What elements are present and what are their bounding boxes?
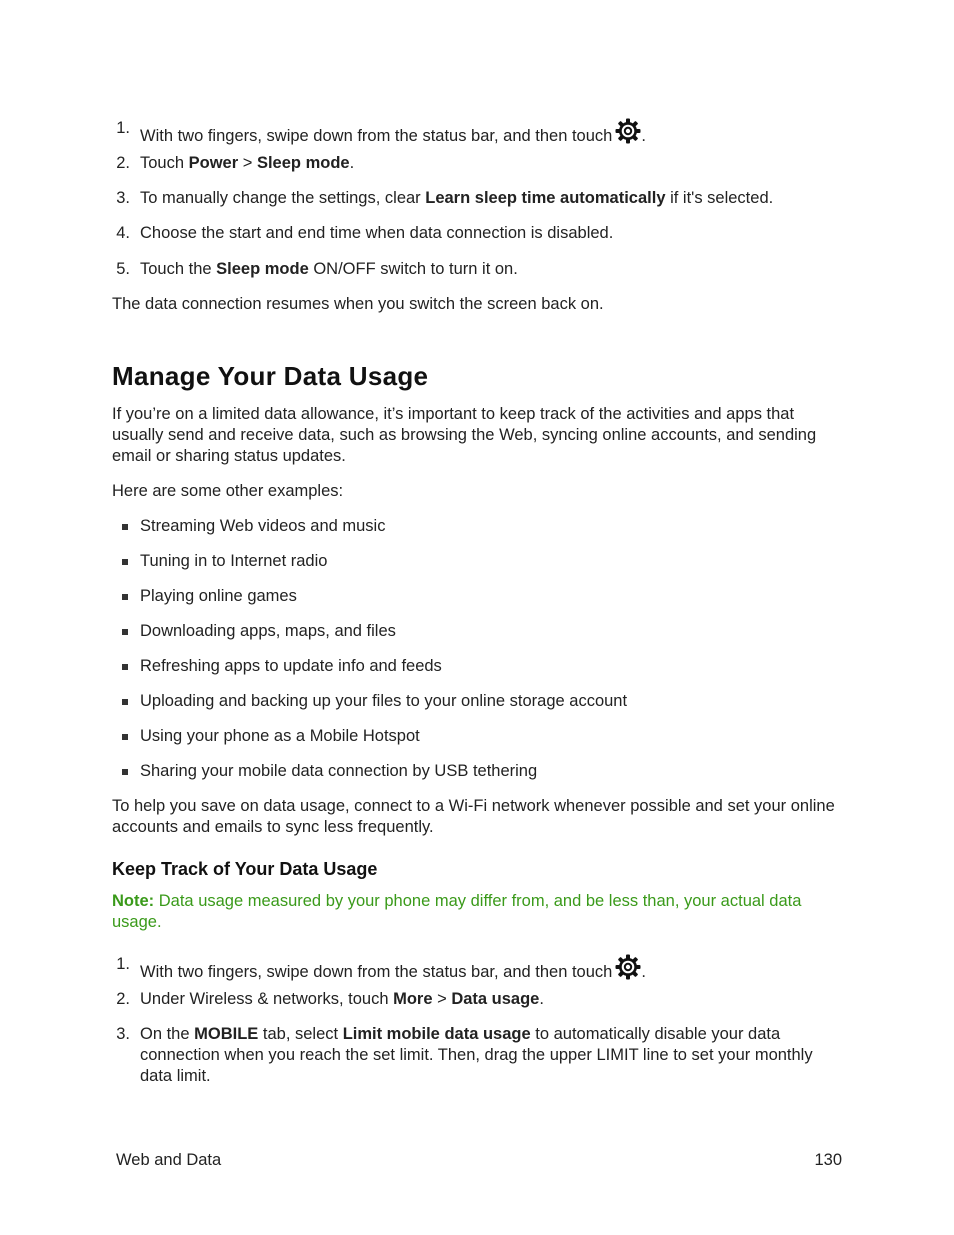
bullet-marker <box>122 769 128 775</box>
step-text-part: ON/OFF switch to turn it on. <box>308 260 518 278</box>
step-number: 4. <box>116 224 130 242</box>
ui-term: Power <box>188 154 239 172</box>
bullet-marker <box>122 594 128 600</box>
step-text <box>140 1024 842 1087</box>
step-text <box>140 118 842 147</box>
examples-lead: Here are some other examples: <box>112 482 344 500</box>
step-text <box>140 259 842 280</box>
step-text-part: to automatically disable your data connection when you reach the set limit. Then, drag the upper LIMIT line to set your monthly data limit. <box>140 1025 813 1085</box>
note-text: Data usage measured by your phone may differ from, and be less than, your actual data usage. <box>112 892 802 931</box>
step-text-part: . <box>641 963 646 981</box>
bullet-marker <box>122 664 128 670</box>
list-item-text: Tuning in to Internet radio <box>140 552 328 570</box>
step-number: 2. <box>116 990 130 1008</box>
step-text-part: On the <box>140 1025 195 1043</box>
list-item-text: Streaming Web videos and music <box>140 517 386 535</box>
step-text <box>140 989 842 1010</box>
step-number: 1. <box>116 955 130 973</box>
bullet-marker <box>122 699 128 705</box>
step-text-part: With two fingers, swipe down from the status bar, and then touch <box>140 963 613 981</box>
ui-term: Sleep mode <box>216 260 309 278</box>
ui-term: More <box>393 990 433 1008</box>
note-label: Note: <box>112 892 155 910</box>
list-item-text: Sharing your mobile data connection by USB tethering <box>140 762 538 780</box>
resume-paragraph: The data connection resumes when you switch the screen back on. <box>112 295 604 313</box>
step-text <box>140 153 842 174</box>
step-text-part: . <box>539 990 544 1008</box>
step-text-part: To manually change the settings, clear <box>140 189 426 207</box>
gear-icon <box>615 954 641 980</box>
step-text-part: Touch the <box>140 260 217 278</box>
bullet-marker <box>122 559 128 565</box>
section-title: Manage Your Data Usage <box>112 361 429 391</box>
note-paragraph <box>112 891 847 933</box>
list-item-text: Refreshing apps to update info and feeds <box>140 657 442 675</box>
bullet-marker <box>122 629 128 635</box>
page-number: 130 <box>814 1151 842 1169</box>
step-text-part: if it's selected. <box>665 189 774 207</box>
step-text <box>140 188 842 209</box>
bullet-marker <box>122 524 128 530</box>
step-text-part: With two fingers, swipe down from the status bar, and then touch <box>140 127 613 145</box>
list-item-text: Using your phone as a Mobile Hotspot <box>140 727 420 745</box>
ui-term: MOBILE <box>194 1025 259 1043</box>
step-text-part: > <box>238 154 257 172</box>
step-text-part: . <box>349 154 355 172</box>
list-item-text: Downloading apps, maps, and files <box>140 622 396 640</box>
ui-term: Data usage <box>451 990 540 1008</box>
ui-term: Learn sleep time automatically <box>425 189 666 207</box>
ui-term: Limit mobile data usage <box>342 1025 531 1043</box>
list-item-text: Playing online games <box>140 587 297 605</box>
footer-section-label: Web and Data <box>116 1151 222 1169</box>
step-number: 3. <box>116 189 130 207</box>
step-text-part: > <box>432 990 452 1008</box>
step-text-part: Touch <box>140 154 189 172</box>
subsection-title: Keep Track of Your Data Usage <box>112 859 378 879</box>
step-text: Choose the start and end time when data connection is disabled. <box>140 224 614 242</box>
intro-paragraph: If you’re on a limited data allowance, it’s important to keep track of the activities and apps that usually send and receive data, such as browsing the Web, syncing online accounts, and sending email or sharing status updates. <box>112 405 817 465</box>
step-number: 2. <box>116 154 130 172</box>
step-number: 1. <box>116 119 130 137</box>
gear-icon <box>615 118 641 144</box>
step-number: 3. <box>116 1025 130 1043</box>
bullet-marker <box>122 734 128 740</box>
list-item-text: Uploading and backing up your files to your online storage account <box>140 692 628 710</box>
step-text-part: tab, select <box>258 1025 343 1043</box>
step-number: 5. <box>116 260 130 278</box>
step-text-part: . <box>641 127 646 145</box>
ui-term: Sleep mode <box>256 154 350 172</box>
step-text <box>140 954 842 983</box>
step-text-part: Under Wireless & networks, touch <box>140 990 394 1008</box>
save-tip-paragraph: To help you save on data usage, connect to a Wi-Fi network whenever possible and set your online accounts and emails to sync less frequently. <box>112 797 835 836</box>
